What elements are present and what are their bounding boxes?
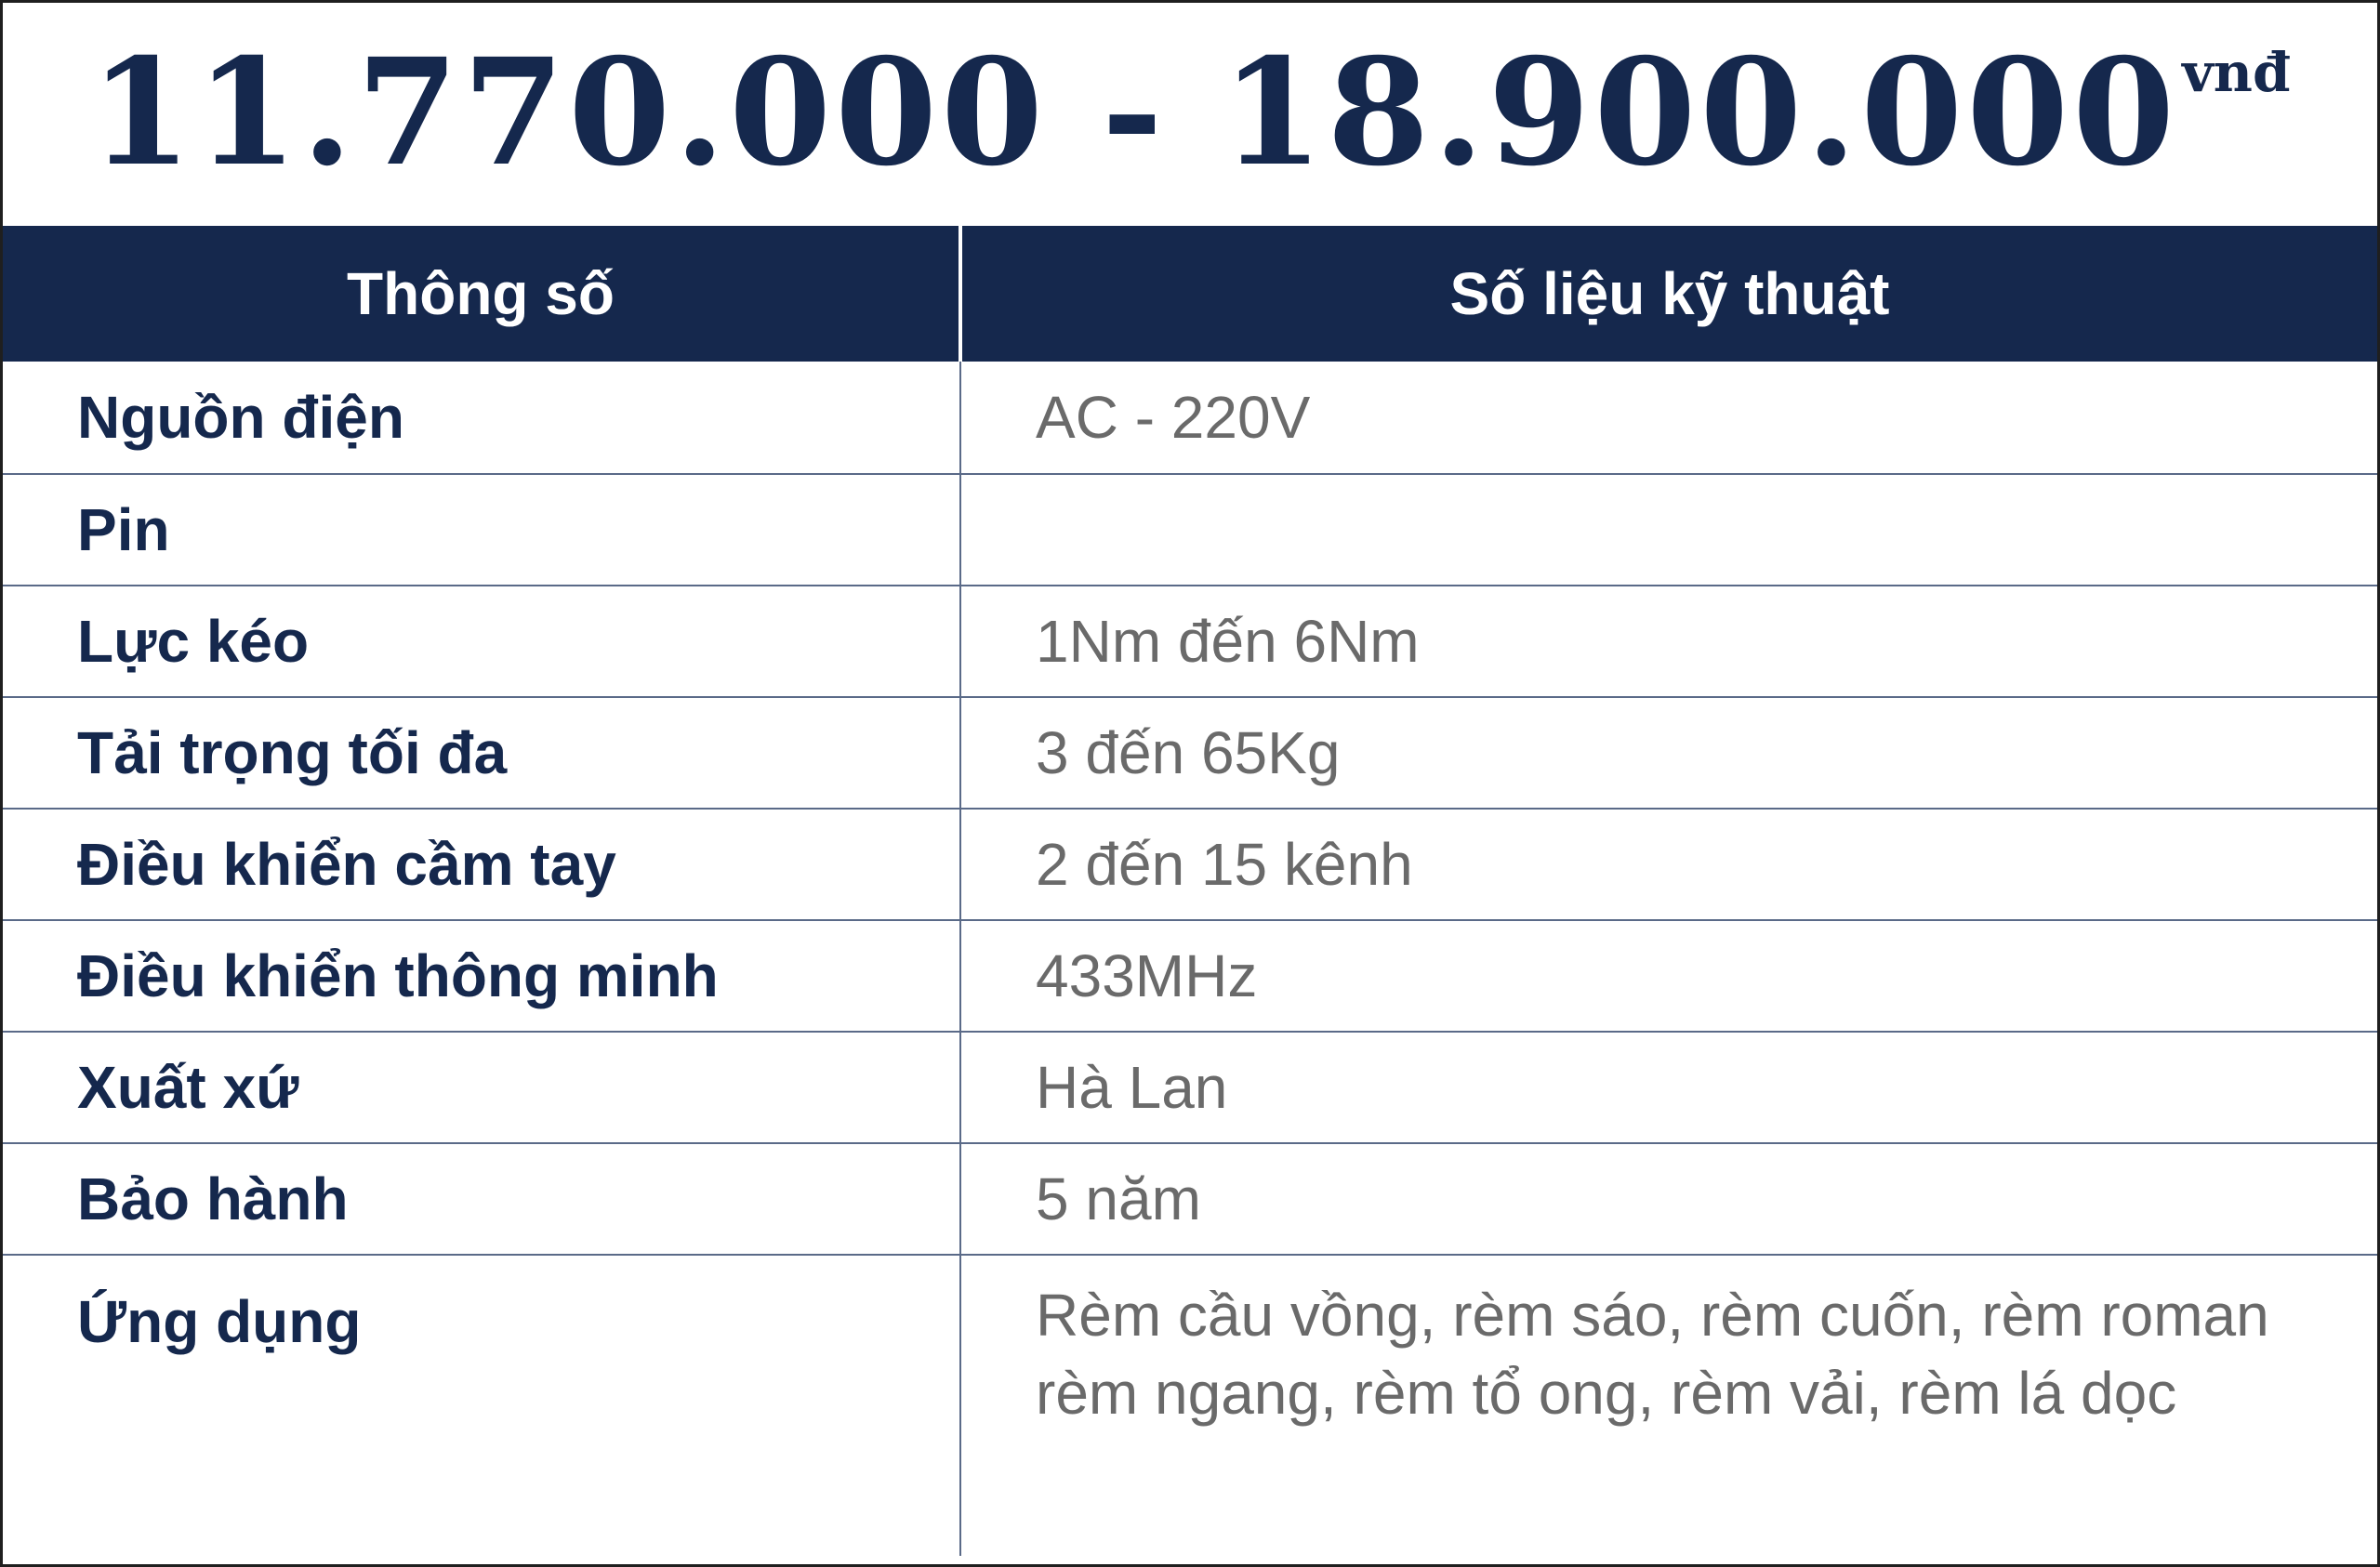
row-value-max-load: 3 đến 65Kg — [960, 697, 2377, 809]
header-specification: Số liệu kỹ thuật — [960, 226, 2377, 362]
price-banner — [3, 3, 2377, 224]
application-line-2: rèm ngang, rèm tổ ong, rèm vải, rèm lá dọc — [1036, 1360, 2177, 1427]
row-value-smart-control: 433MHz — [960, 920, 2377, 1032]
row-value-remote: 2 đến 15 kênh — [960, 809, 2377, 920]
table-row — [3, 362, 2377, 474]
header-parameter: Thông số — [3, 226, 960, 362]
row-label-remote: Điều khiển cầm tay — [3, 809, 960, 920]
table-row — [3, 697, 2377, 809]
spec-table — [3, 226, 2377, 1556]
table-row — [3, 809, 2377, 920]
table-row — [3, 1143, 2377, 1255]
row-value-application — [960, 1255, 2377, 1556]
table-header-row — [3, 226, 2377, 362]
row-label-warranty: Bảo hành — [3, 1143, 960, 1255]
table-row — [3, 920, 2377, 1032]
row-label-max-load: Tải trọng tối đa — [3, 697, 960, 809]
application-line-1: Rèm cầu vồng, rèm sáo, rèm cuốn, rèm roman — [1036, 1282, 2269, 1349]
price-range — [89, 27, 2291, 199]
table-row — [3, 474, 2377, 586]
row-label-battery: Pin — [3, 474, 960, 586]
row-value-origin: Hà Lan — [960, 1032, 2377, 1143]
row-label-power: Nguồn điện — [3, 362, 960, 474]
price-value: 11.770.000 - 18.900.000 — [89, 27, 2179, 199]
row-value-power: AC - 220V — [1036, 384, 1311, 451]
row-label-application: Ứng dụng — [3, 1255, 960, 1556]
row-value-torque: 1Nm đến 6Nm — [960, 586, 2377, 697]
table-row — [3, 1032, 2377, 1143]
row-label-origin: Xuất xứ — [3, 1032, 960, 1143]
table-row — [3, 1255, 2377, 1556]
price-unit: vnđ — [2182, 41, 2291, 104]
row-value-warranty: 5 năm — [960, 1143, 2377, 1255]
row-label-torque: Lực kéo — [3, 586, 960, 697]
row-label-smart-control: Điều khiển thông minh — [3, 920, 960, 1032]
table-row — [3, 586, 2377, 697]
row-value-battery — [960, 474, 2377, 586]
